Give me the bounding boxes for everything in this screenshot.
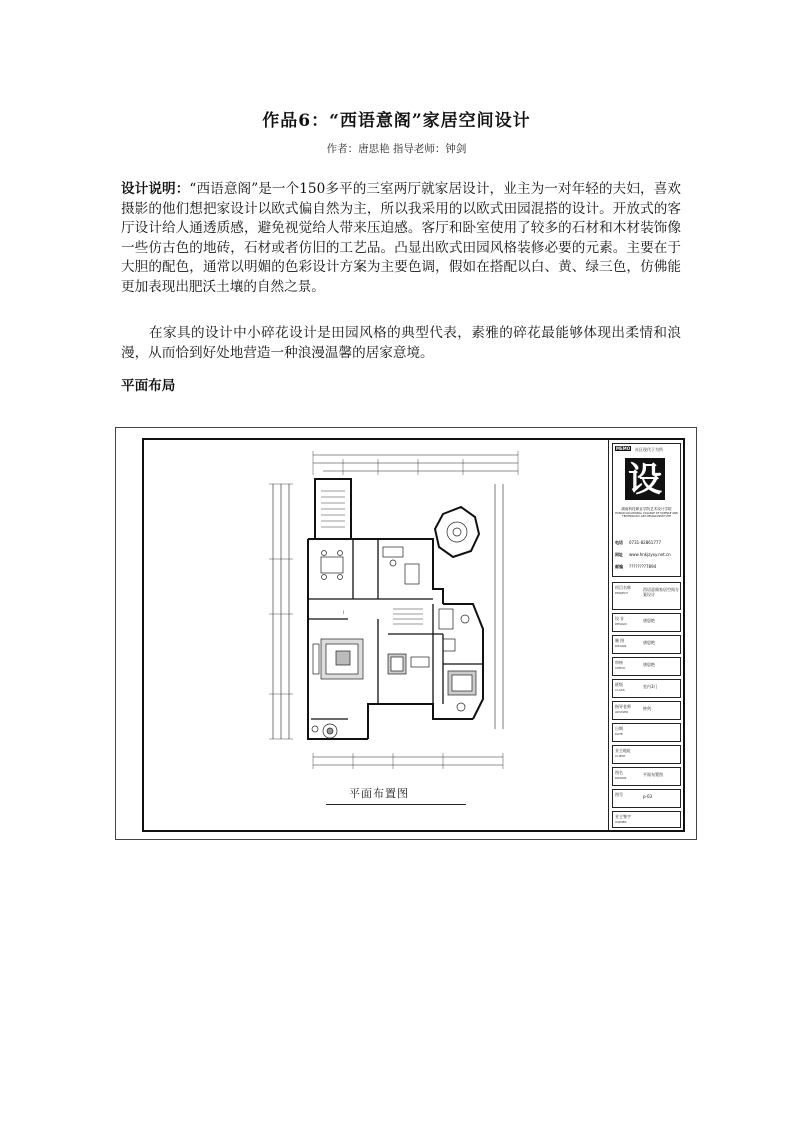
furniture-paragraph: 在家具的设计中小碎花设计是田园风格的典型代表，素雅的碎花最能够体现出柔情和浪漫，从而恰到好处地营造一种浪漫温馨的居家意境。 bbox=[121, 325, 681, 361]
title-block bbox=[608, 440, 684, 830]
plan-caption: 平面布置图 bbox=[349, 787, 409, 800]
floor-plan-drawing bbox=[115, 427, 697, 840]
school-name bbox=[613, 507, 680, 518]
caption-underline bbox=[326, 804, 466, 805]
info-postcode: 邮编 ????????7894 bbox=[615, 564, 657, 569]
tb-row-class: 班级 CLASS 室内3门 bbox=[612, 679, 681, 698]
design-description bbox=[121, 180, 681, 298]
tb-row-owner-sign: 业主签字 OWNER bbox=[612, 811, 681, 828]
school-name-en: HUNAN VOCATIONAL COLLEGE OF SCIENCE AND TECHNOLOGY ART DESIGN INSTITUTE bbox=[615, 512, 678, 519]
description-text: “西语意阁”是一个150多平的三室两厅就家居设计，业主为一对年轻的夫妇，喜欢摄影的他们想把家设计以欧式偏自然为主，所以我采用的以欧式田园混搭的设计。开放式的客厅设计给人通透质感，避免视觉给人带来压迫感。客厅和卧室使用了较多的石材和木材装饰像一些仿古色的地砖，石材或者仿旧的工艺品。凸显出欧式田园风格装修必要的元素。主要在于大胆的配色，通常以明媚的色彩设计方案为主要色调，假如在搭配以白、黄、绿三色，仿佛能更加表现出肥沃土壤的自然之景。 bbox=[121, 181, 682, 295]
school-name-cn: 湖南科技职业学院艺术设计学院 bbox=[621, 507, 672, 511]
tb-row-client: 业主地址 CLIENT bbox=[612, 745, 681, 764]
tb-row-check: 审核 CHECK 唐思艳 bbox=[612, 657, 681, 676]
tb-row-drawing-number: 图号 p-03 bbox=[612, 789, 681, 808]
company-name: 社区现代于为所 bbox=[635, 447, 663, 452]
svg-text:设: 设 bbox=[628, 460, 662, 500]
info-website: 网址 www.hnkjzyxy.net.cn bbox=[615, 552, 671, 557]
tb-row-adviser: 指导老师 ADVISER 钟剑 bbox=[612, 701, 681, 720]
title-block-header bbox=[612, 443, 681, 577]
page-title: 作品6：“西语意阁”家居空间设计 bbox=[262, 111, 531, 131]
tb-row-drawing-name: 图名 DRAWN 平面布置图 bbox=[612, 767, 681, 786]
svg-text:I: I bbox=[343, 610, 345, 615]
memo-label: MEMO bbox=[616, 446, 631, 451]
tb-row-design: 设 计 DESIGN 唐思艳 bbox=[612, 613, 681, 632]
section-heading: 平面布局 bbox=[121, 378, 176, 394]
tb-row-drawn: 制 图 DRAWN 唐思艳 bbox=[612, 635, 681, 654]
floor-plan-image bbox=[143, 439, 608, 784]
tb-row-date: 日期 DATE bbox=[612, 723, 681, 742]
info-phone: 电话 0731-82861777 bbox=[615, 540, 661, 545]
description-lead: 设计说明： bbox=[121, 181, 190, 197]
tb-row-project: 项目名称 PROJECT 西语意阁家居空间方案设计 bbox=[612, 582, 681, 610]
design-logo bbox=[625, 458, 665, 500]
author-line: 作者：唐思艳 指导老师：钟剑 bbox=[326, 143, 467, 155]
